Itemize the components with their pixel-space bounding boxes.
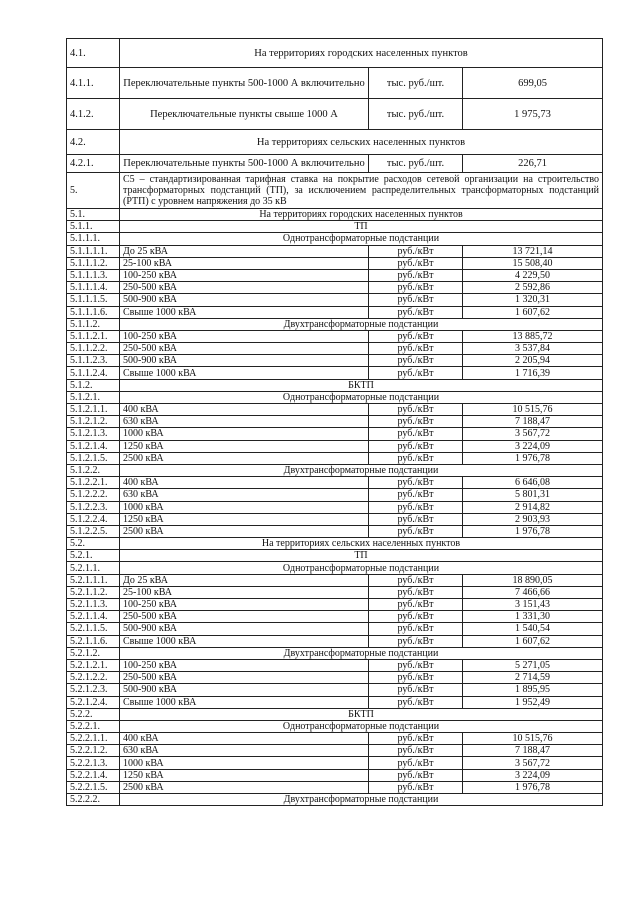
row-code: 5.1.2.2.3. <box>67 501 120 513</box>
value-cell: 3 537,84 <box>463 343 603 355</box>
row-code: 5.1.2.1.2. <box>67 416 120 428</box>
unit-cell: руб./кВт <box>369 477 463 489</box>
table-row <box>67 355 603 367</box>
table-row <box>67 294 603 306</box>
item-name: 630 кВА <box>120 745 369 757</box>
value-cell: 18 890,05 <box>463 574 603 586</box>
row-code: 5.2.1.1.4. <box>67 611 120 623</box>
section-title: Двухтрансформаторные подстанции <box>120 647 603 659</box>
value-cell: 2 914,82 <box>463 501 603 513</box>
value-cell: 3 567,72 <box>463 757 603 769</box>
table-row <box>67 404 603 416</box>
table-row <box>67 330 603 342</box>
item-name: 1250 кВА <box>120 769 369 781</box>
value-cell: 3 151,43 <box>463 599 603 611</box>
row-code: 5.1.2.1.4. <box>67 440 120 452</box>
tariff-table-body <box>67 39 603 806</box>
item-name: 630 кВА <box>120 416 369 428</box>
row-code: 5.1.1.1.6. <box>67 306 120 318</box>
section-row <box>67 209 603 221</box>
item-name: Свыше 1000 кВА <box>120 635 369 647</box>
item-name: 100-250 кВА <box>120 659 369 671</box>
row-code: 5.1.2.2.2. <box>67 489 120 501</box>
value-cell: 2 714,59 <box>463 672 603 684</box>
table-row <box>67 440 603 452</box>
table-row <box>67 68 603 99</box>
item-name: 25-100 кВА <box>120 586 369 598</box>
item-name: Переключательные пункты 500-1000 А включительно <box>120 155 369 173</box>
item-name: 2500 кВА <box>120 781 369 793</box>
table-row <box>67 269 603 281</box>
item-name: Свыше 1000 кВА <box>120 696 369 708</box>
value-cell: 699,05 <box>463 68 603 99</box>
unit-cell: руб./кВт <box>369 599 463 611</box>
table-row <box>67 452 603 464</box>
value-cell: 2 205,94 <box>463 355 603 367</box>
row-code: 5.2.1.2. <box>67 647 120 659</box>
row-code: 5.1.2.1.1. <box>67 404 120 416</box>
value-cell: 2 903,93 <box>463 513 603 525</box>
row-code: 5.1. <box>67 209 120 221</box>
unit-cell: руб./кВт <box>369 257 463 269</box>
section-row <box>67 318 603 330</box>
section-title: Двухтрансформаторные подстанции <box>120 318 603 330</box>
table-row <box>67 659 603 671</box>
row-code: 4.2. <box>67 130 120 155</box>
unit-cell: тыс. руб./шт. <box>369 99 463 130</box>
row-code: 5.2.2.1.4. <box>67 769 120 781</box>
section-row <box>67 39 603 68</box>
section-row <box>67 391 603 403</box>
item-name: 400 кВА <box>120 404 369 416</box>
row-code: 5.2.2.1.2. <box>67 745 120 757</box>
value-cell: 3 567,72 <box>463 428 603 440</box>
row-code: 5.1.1.1.2. <box>67 257 120 269</box>
row-code: 5.2.2.1.1. <box>67 733 120 745</box>
section-title: ТП <box>120 221 603 233</box>
value-cell: 1 716,39 <box>463 367 603 379</box>
item-name: Свыше 1000 кВА <box>120 306 369 318</box>
table-row <box>67 733 603 745</box>
section-title: На территориях сельских населенных пунктов <box>120 538 603 550</box>
table-row <box>67 513 603 525</box>
item-name: 500-900 кВА <box>120 623 369 635</box>
value-cell: 5 271,05 <box>463 659 603 671</box>
row-code: 5.2.1.1.3. <box>67 599 120 611</box>
section-row <box>67 550 603 562</box>
unit-cell: руб./кВт <box>369 513 463 525</box>
row-code: 5.1.2.1.3. <box>67 428 120 440</box>
value-cell: 1 976,78 <box>463 781 603 793</box>
value-cell: 15 508,40 <box>463 257 603 269</box>
unit-cell: руб./кВт <box>369 294 463 306</box>
value-cell: 7 466,66 <box>463 586 603 598</box>
item-name: До 25 кВА <box>120 245 369 257</box>
row-code: 4.1.2. <box>67 99 120 130</box>
unit-cell: руб./кВт <box>369 574 463 586</box>
unit-cell: руб./кВт <box>369 635 463 647</box>
section-title: На территориях сельских населенных пунктов <box>120 130 603 155</box>
item-name: 1000 кВА <box>120 428 369 440</box>
item-name: 1000 кВА <box>120 501 369 513</box>
value-cell: 1 895,95 <box>463 684 603 696</box>
unit-cell: руб./кВт <box>369 769 463 781</box>
section-title: ТП <box>120 550 603 562</box>
table-row <box>67 343 603 355</box>
row-code: 5. <box>67 173 120 209</box>
unit-cell: руб./кВт <box>369 245 463 257</box>
row-code: 5.2.1.1.1. <box>67 574 120 586</box>
section-title: Однотрансформаторные подстанции <box>120 233 603 245</box>
value-cell: 7 188,47 <box>463 416 603 428</box>
unit-cell: руб./кВт <box>369 659 463 671</box>
value-cell: 1 607,62 <box>463 306 603 318</box>
row-code: 5.2.1.2.1. <box>67 659 120 671</box>
row-code: 5.2.2.2. <box>67 794 120 806</box>
table-row <box>67 684 603 696</box>
unit-cell: руб./кВт <box>369 428 463 440</box>
row-code: 4.2.1. <box>67 155 120 173</box>
row-code: 5.1.1.1.4. <box>67 282 120 294</box>
table-row <box>67 586 603 598</box>
tariff-table <box>66 38 603 806</box>
item-name: До 25 кВА <box>120 574 369 586</box>
value-cell: 13 721,14 <box>463 245 603 257</box>
row-code: 5.2.1. <box>67 550 120 562</box>
value-cell: 6 646,08 <box>463 477 603 489</box>
description-row <box>67 173 603 209</box>
value-cell: 10 515,76 <box>463 733 603 745</box>
section-row <box>67 538 603 550</box>
item-name: 400 кВА <box>120 477 369 489</box>
value-cell: 3 224,09 <box>463 440 603 452</box>
table-row <box>67 611 603 623</box>
section-row <box>67 130 603 155</box>
section-title: Однотрансформаторные подстанции <box>120 720 603 732</box>
row-code: 5.1.1.2. <box>67 318 120 330</box>
item-name: 1250 кВА <box>120 513 369 525</box>
row-code: 4.1. <box>67 39 120 68</box>
row-code: 5.2.1.1.5. <box>67 623 120 635</box>
value-cell: 1 952,49 <box>463 696 603 708</box>
value-cell: 1 607,62 <box>463 635 603 647</box>
table-row <box>67 696 603 708</box>
row-code: 5.1.1.1. <box>67 233 120 245</box>
section-title: БКТП <box>120 708 603 720</box>
row-code: 5.2.1.2.2. <box>67 672 120 684</box>
unit-cell: руб./кВт <box>369 684 463 696</box>
unit-cell: руб./кВт <box>369 525 463 537</box>
unit-cell: руб./кВт <box>369 623 463 635</box>
table-row <box>67 781 603 793</box>
unit-cell: руб./кВт <box>369 611 463 623</box>
row-code: 5.2.2.1.5. <box>67 781 120 793</box>
section-title: Двухтрансформаторные подстанции <box>120 464 603 476</box>
item-name: 100-250 кВА <box>120 330 369 342</box>
unit-cell: руб./кВт <box>369 440 463 452</box>
item-name: 100-250 кВА <box>120 269 369 281</box>
row-code: 5.2.2.1. <box>67 720 120 732</box>
row-code: 5.2.1.1.2. <box>67 586 120 598</box>
table-row <box>67 489 603 501</box>
section-title: Двухтрансформаторные подстанции <box>120 794 603 806</box>
row-code: 5.2.1.1.6. <box>67 635 120 647</box>
value-cell: 2 592,86 <box>463 282 603 294</box>
table-row <box>67 672 603 684</box>
item-name: 400 кВА <box>120 733 369 745</box>
unit-cell: руб./кВт <box>369 269 463 281</box>
value-cell: 1 331,30 <box>463 611 603 623</box>
table-row <box>67 574 603 586</box>
table-row <box>67 257 603 269</box>
unit-cell: руб./кВт <box>369 733 463 745</box>
row-code: 5.1.1.2.2. <box>67 343 120 355</box>
table-row <box>67 428 603 440</box>
table-row <box>67 623 603 635</box>
value-cell: 3 224,09 <box>463 769 603 781</box>
section-row <box>67 379 603 391</box>
value-cell: 1 976,78 <box>463 452 603 464</box>
table-row <box>67 501 603 513</box>
table-row <box>67 282 603 294</box>
section-title: На территориях городских населенных пунктов <box>120 39 603 68</box>
table-row <box>67 599 603 611</box>
value-cell: 1 320,31 <box>463 294 603 306</box>
item-name: Свыше 1000 кВА <box>120 367 369 379</box>
section-row <box>67 720 603 732</box>
unit-cell: руб./кВт <box>369 306 463 318</box>
value-cell: 226,71 <box>463 155 603 173</box>
row-code: 5.1.2.1.5. <box>67 452 120 464</box>
unit-cell: руб./кВт <box>369 745 463 757</box>
table-row <box>67 769 603 781</box>
item-name: 250-500 кВА <box>120 343 369 355</box>
row-code: 5.1.1.2.3. <box>67 355 120 367</box>
value-cell: 10 515,76 <box>463 404 603 416</box>
table-row <box>67 155 603 173</box>
item-name: 1000 кВА <box>120 757 369 769</box>
value-cell: 1 976,78 <box>463 525 603 537</box>
row-code: 5.2.1.2.3. <box>67 684 120 696</box>
section-title: На территориях городских населенных пунктов <box>120 209 603 221</box>
section-row <box>67 233 603 245</box>
table-row <box>67 745 603 757</box>
item-name: 250-500 кВА <box>120 672 369 684</box>
value-cell: 1 540,54 <box>463 623 603 635</box>
unit-cell: тыс. руб./шт. <box>369 68 463 99</box>
row-code: 5.1.1.1.3. <box>67 269 120 281</box>
row-code: 5.2.1.1. <box>67 562 120 574</box>
section-title: Однотрансформаторные подстанции <box>120 562 603 574</box>
section-title: Однотрансформаторные подстанции <box>120 391 603 403</box>
row-code: 5.1.2.2.4. <box>67 513 120 525</box>
table-row <box>67 367 603 379</box>
unit-cell: руб./кВт <box>369 757 463 769</box>
value-cell: 5 801,31 <box>463 489 603 501</box>
value-cell: 4 229,50 <box>463 269 603 281</box>
row-code: 5.1.1.1.1. <box>67 245 120 257</box>
item-name: 2500 кВА <box>120 525 369 537</box>
item-name: 500-900 кВА <box>120 684 369 696</box>
item-name: 100-250 кВА <box>120 599 369 611</box>
item-name: 500-900 кВА <box>120 294 369 306</box>
unit-cell: руб./кВт <box>369 672 463 684</box>
table-row <box>67 635 603 647</box>
row-code: 5.1.1.1.5. <box>67 294 120 306</box>
row-code: 5.1.1. <box>67 221 120 233</box>
table-row <box>67 306 603 318</box>
item-name: 25-100 кВА <box>120 257 369 269</box>
table-row <box>67 525 603 537</box>
row-code: 5.2.2. <box>67 708 120 720</box>
row-code: 5.2.2.1.3. <box>67 757 120 769</box>
row-code: 5.1.2. <box>67 379 120 391</box>
item-name: 250-500 кВА <box>120 611 369 623</box>
unit-cell: руб./кВт <box>369 452 463 464</box>
table-row <box>67 99 603 130</box>
unit-cell: руб./кВт <box>369 416 463 428</box>
unit-cell: руб./кВт <box>369 781 463 793</box>
item-name: 2500 кВА <box>120 452 369 464</box>
table-row <box>67 757 603 769</box>
section-row <box>67 647 603 659</box>
row-code: 5.2.1.2.4. <box>67 696 120 708</box>
row-code: 5.1.1.2.4. <box>67 367 120 379</box>
unit-cell: тыс. руб./шт. <box>369 155 463 173</box>
item-name: 630 кВА <box>120 489 369 501</box>
item-name: 500-900 кВА <box>120 355 369 367</box>
table-row <box>67 416 603 428</box>
row-code: 5.1.2.2.1. <box>67 477 120 489</box>
row-code: 5.2. <box>67 538 120 550</box>
unit-cell: руб./кВт <box>369 330 463 342</box>
unit-cell: руб./кВт <box>369 343 463 355</box>
row-code: 5.1.2.1. <box>67 391 120 403</box>
section-row <box>67 794 603 806</box>
row-code: 5.1.2.2.5. <box>67 525 120 537</box>
row-code: 4.1.1. <box>67 68 120 99</box>
unit-cell: руб./кВт <box>369 586 463 598</box>
section-row <box>67 708 603 720</box>
section-row <box>67 464 603 476</box>
unit-cell: руб./кВт <box>369 404 463 416</box>
table-row <box>67 477 603 489</box>
table-row <box>67 245 603 257</box>
row-code: 5.1.1.2.1. <box>67 330 120 342</box>
item-name: Переключательные пункты 500-1000 А включительно <box>120 68 369 99</box>
section-row <box>67 562 603 574</box>
unit-cell: руб./кВт <box>369 367 463 379</box>
unit-cell: руб./кВт <box>369 355 463 367</box>
row-code: 5.1.2.2. <box>67 464 120 476</box>
section-row <box>67 221 603 233</box>
value-cell: 7 188,47 <box>463 745 603 757</box>
value-cell: 1 975,73 <box>463 99 603 130</box>
item-name: 1250 кВА <box>120 440 369 452</box>
unit-cell: руб./кВт <box>369 501 463 513</box>
unit-cell: руб./кВт <box>369 489 463 501</box>
item-name: 250-500 кВА <box>120 282 369 294</box>
unit-cell: руб./кВт <box>369 696 463 708</box>
unit-cell: руб./кВт <box>369 282 463 294</box>
section-title: БКТП <box>120 379 603 391</box>
item-name: Переключательные пункты свыше 1000 А <box>120 99 369 130</box>
rate-description: С5 – стандартизированная тарифная ставка на покрытие расходов сетевой организации на строительство трансформаторных подстанций (ТП), за исключением распределительных трансформаторных подстанций (РТП) с уровнем напряжения до 35 кВ <box>120 173 603 209</box>
value-cell: 13 885,72 <box>463 330 603 342</box>
